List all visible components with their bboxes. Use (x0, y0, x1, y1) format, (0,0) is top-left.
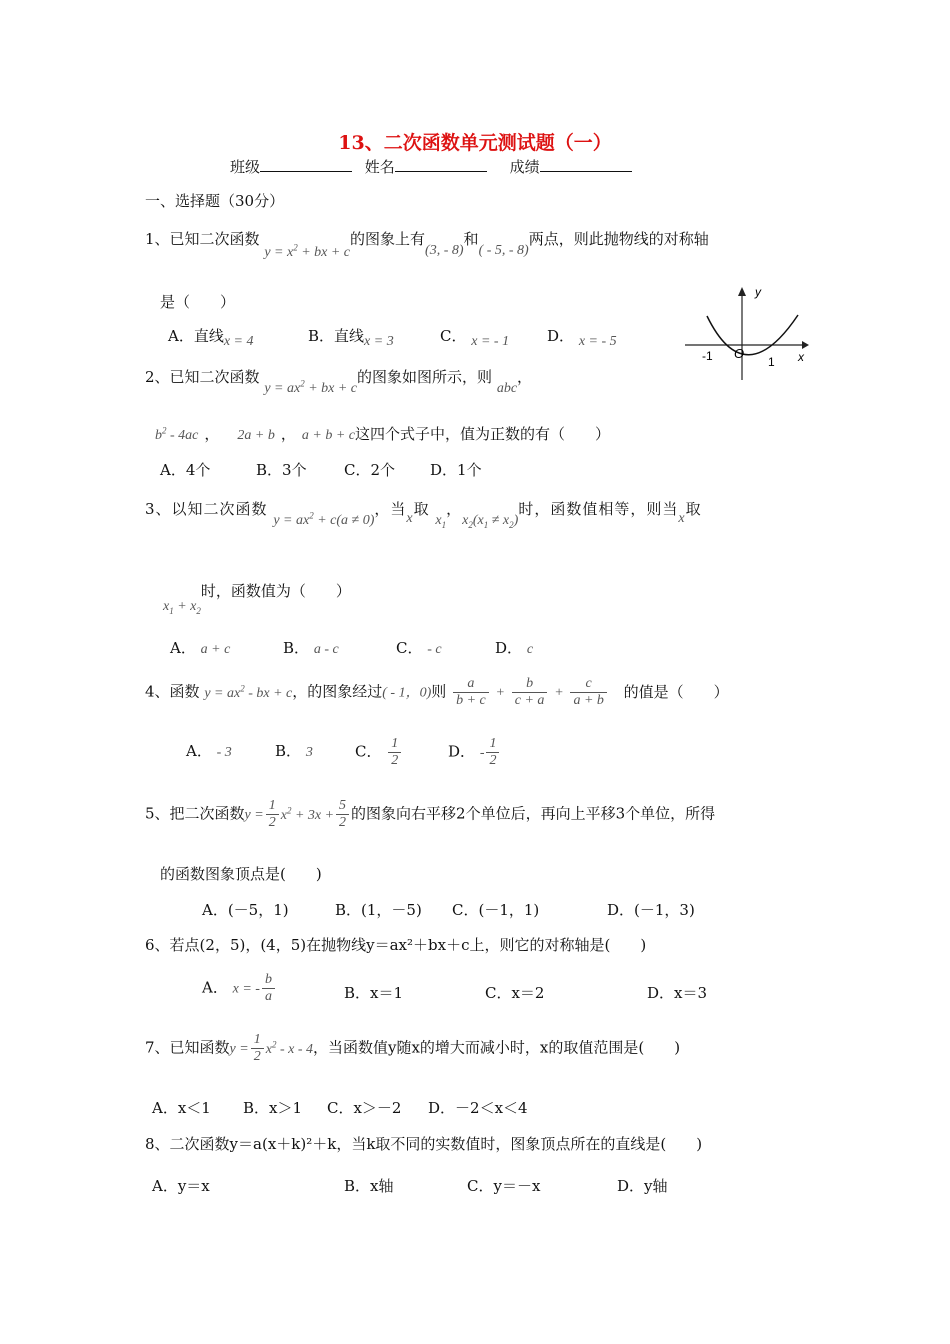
parabola-graph (680, 282, 810, 382)
q7-option-a: A．x＜1 (152, 1099, 211, 1117)
q8-option-a: A．y＝x (152, 1177, 210, 1195)
q2-expr-abc-sum: a + b + c (301, 428, 355, 443)
q5-fraction-2: $\frac{5}{2}$ (336, 798, 349, 831)
question-3: 3、以知二次函数 $y = ax^2 + c(a \ne 0)$，当x取 $x_1$，$x_2(x_1 \ne x_2)$时，函数值相等，则当x取 (145, 500, 702, 530)
q2-prefix: 2、已知二次函数 (145, 368, 260, 386)
q4-formula: $y = ax^2$ - bx + c (204, 682, 293, 701)
q2-suffix: 这四个式子中，值为正数的有（ ） (354, 425, 610, 443)
origin-label: O (734, 346, 745, 361)
question-1 (145, 228, 709, 260)
q4-point: ( - 1，0) (382, 685, 432, 701)
q1-suffix: 两点，则此抛物线的对称轴 (528, 230, 709, 248)
q5-option-d: D．(－1，3) (607, 901, 695, 919)
q3-formula: $y = ax^2 + c(a \ne 0)$ (273, 510, 375, 528)
q4-option-b: B． 3 (275, 742, 313, 760)
q2-option-d: D．1个 (430, 461, 482, 479)
question-7: 7、已知函数y = $\frac{1}{2}$ $x^2$ - x - 4，当函数值y随x的增大而减小时，x的取值范围是( ) (145, 1032, 681, 1065)
q1-mid2: 和 (463, 230, 479, 248)
name-label: 姓名 (364, 158, 395, 176)
tick-label-pos1: 1 (768, 355, 775, 369)
q7-option-d: D．－2＜x＜4 (428, 1099, 528, 1117)
q5-option-a: A．(－5，1) (202, 901, 289, 919)
q2-option-a: A．4个 (160, 461, 211, 479)
q8-option-c: C．y＝－x (467, 1177, 541, 1195)
x-axis-label: x (798, 350, 804, 364)
q2-option-c: C．2个 (344, 461, 396, 479)
q2-expr-2a-b: 2a + b (237, 428, 275, 443)
q6-option-c: C．x＝2 (485, 984, 545, 1002)
q4-fraction-3: $\frac{c}{a + b}$ (570, 676, 606, 709)
x-axis-arrow (802, 341, 809, 349)
q6-option-a: A． x = - $\frac{b}{a}$ (202, 972, 277, 1005)
q8-option-b: B．x轴 (344, 1177, 394, 1195)
q2-option-b: B．3个 (256, 461, 307, 479)
q2-expressions: $b^2 - 4ac$ ， 2a + b ， a + b + c这四个式子中，值为正数的有（ ） (155, 425, 610, 443)
tick-label-neg1: -1 (702, 349, 713, 363)
q6-option-b: B．x＝1 (344, 984, 404, 1002)
q4-fraction-1: $\frac{a}{b + c}$ (453, 676, 489, 709)
q1-continuation: 是（ ） (160, 293, 236, 311)
q1-mid1: 的图象上有 (350, 230, 426, 248)
y-axis-arrow (738, 287, 746, 296)
class-blank (260, 157, 352, 172)
q7-fraction: $\frac{1}{2}$ (251, 1032, 264, 1065)
q5-continuation: 的函数图象顶点是( ) (160, 865, 322, 883)
q3-option-c: C． - c (396, 639, 442, 657)
q2-abc: abc (496, 381, 518, 396)
question-2: 2、已知二次函数 $y = ax^2$ + bx + c的图象如图所示，则 abc， (145, 368, 533, 396)
q1-option-b: B．直线x = 3 (308, 327, 394, 349)
q1-option-d: D． x = - 5 (547, 327, 617, 349)
q5-option-c: C．(－1，1) (452, 901, 540, 919)
q1-formula: $y = x^2$ + bx + c (264, 242, 351, 260)
section-heading: 一、选择题（30分） (145, 192, 285, 210)
question-8: 8、二次函数y＝a(x＋k)²＋k，当k取不同的实数值时，图象顶点所在的直线是( ) (145, 1135, 703, 1153)
q3-x2: $x_2(x_1 \ne x_2)$ (462, 513, 519, 530)
q2-discriminant: $b^2 - 4ac$ (155, 425, 199, 443)
q3-option-b: B． a - c (283, 639, 339, 657)
q4-fraction-2: $\frac{b}{c + a}$ (512, 676, 548, 709)
question-4: 4、函数 $y = ax^2$ - bx + c，的图象经过( - 1，0)则 $\frac{a}{b + c}$ + $\frac{b}{c + a}$ + $\frac{c}{a + b}$ 的值是（ ） (145, 676, 729, 709)
class-label: 班级 (230, 158, 261, 176)
question-5: 5、把二次函数y = $\frac{1}{2}$ $x^2 + 3x$ + $\frac{5}{2}$ 的图象向右平移2个单位后，再向上平移3个单位，所得 (145, 798, 716, 831)
q7-option-b: B．x＞1 (243, 1099, 303, 1117)
q3-option-d: D． c (495, 639, 534, 657)
parabola-curve (707, 315, 798, 355)
question-6: 6、若点(2，5)，(4，5)在抛物线y＝ax²＋bx＋c上，则它的对称轴是( ) (145, 936, 647, 954)
q4-option-c: C． $\frac{1}{2}$ (355, 736, 403, 769)
y-axis-label: y (755, 285, 761, 299)
q3-prefix: 3、以知二次函数 (145, 500, 268, 518)
q4-option-a: A． - 3 (186, 742, 232, 760)
q7-formula: $x^2$ - x - 4 (265, 1038, 313, 1057)
q1-point1: (3, - 8) (425, 243, 464, 258)
q2-formula: $y = ax^2$ + bx + c (264, 378, 358, 396)
q3-x1: $x_1$ (435, 513, 447, 530)
q7-option-c: C．x＞－2 (327, 1099, 402, 1117)
q8-option-d: D．y轴 (617, 1177, 668, 1195)
score-blank (540, 157, 632, 172)
q6-option-d: D．x＝3 (647, 984, 708, 1002)
q3-option-a: A． a + c (170, 639, 231, 657)
q4-option-d: D． - $\frac{1}{2}$ (448, 736, 501, 769)
score-label: 成绩 (509, 158, 540, 176)
name-blank (395, 157, 487, 172)
q5-formula-mid: $x^2 + 3x$ + (280, 804, 335, 823)
q2-mid: 的图象如图所示，则 (357, 368, 493, 386)
q1-option-c: C． x = - 1 (440, 327, 510, 349)
page-title: 13、二次函数单元测试题（一） (338, 132, 612, 154)
student-info-line (230, 156, 632, 177)
q1-option-a: A．直线x = 4 (168, 327, 254, 349)
q3-continuation: $x_1 + x_2$时，函数值为（ ） (163, 582, 351, 616)
q1-prefix: 1、已知二次函数 (145, 230, 260, 248)
q3-sum: $x_1 + x_2$ (163, 599, 201, 616)
q5-option-b: B．(1，－5) (335, 901, 422, 919)
q1-point2: ( - 5, - 8) (478, 243, 529, 258)
q5-fraction-1: $\frac{1}{2}$ (266, 798, 279, 831)
